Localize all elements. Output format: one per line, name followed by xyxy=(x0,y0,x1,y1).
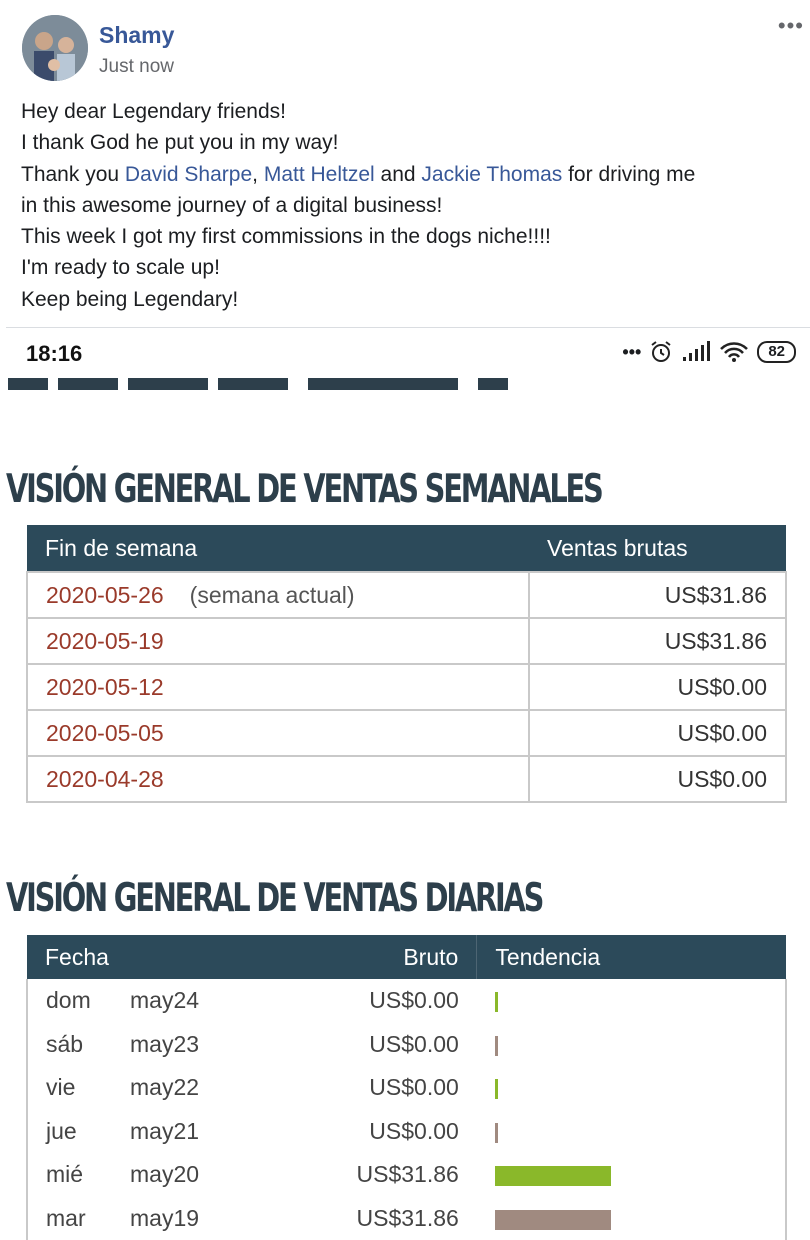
post-body xyxy=(21,96,801,315)
gross-amount: US$31.86 xyxy=(356,1161,459,1188)
week-cell xyxy=(27,618,529,664)
post-line: This week I got my first commissions in the dogs niche!!!! xyxy=(21,225,551,249)
column-header-date: Fecha xyxy=(27,935,336,979)
week-date[interactable]: 2020-05-26 xyxy=(46,581,164,608)
more-options-icon[interactable]: ••• xyxy=(777,13,804,38)
day-date: may24 xyxy=(130,987,200,1014)
trend-bar xyxy=(495,1123,498,1143)
post-timestamp[interactable]: Just now xyxy=(99,56,174,77)
table-row xyxy=(27,979,786,1023)
post-line: Keep being Legendary! xyxy=(21,287,239,311)
table-row xyxy=(27,664,786,710)
more-dots-icon: ••• xyxy=(622,341,642,362)
trend-bar xyxy=(495,1210,611,1230)
table-row xyxy=(27,572,786,618)
gross-amount: US$0.00 xyxy=(369,987,459,1014)
column-header-gross-sales: Ventas brutas xyxy=(529,525,786,572)
day-name: jue xyxy=(46,1117,77,1144)
wifi-icon xyxy=(719,341,749,363)
gross-amount: US$31.86 xyxy=(529,572,786,618)
day-date: may20 xyxy=(130,1161,200,1188)
day-name: mar xyxy=(46,1204,86,1231)
day-name: vie xyxy=(46,1074,76,1101)
author-name[interactable]: Shamy xyxy=(99,22,175,48)
day-date: may21 xyxy=(130,1117,200,1144)
battery-indicator: 82 xyxy=(757,341,796,363)
separator: and xyxy=(374,162,422,186)
divider xyxy=(6,327,810,328)
trend-cell xyxy=(477,1023,786,1067)
signal-icon xyxy=(681,341,711,363)
gross-amount: US$31.86 xyxy=(356,1204,459,1231)
trend-cell xyxy=(477,1110,786,1154)
week-cell xyxy=(27,756,529,802)
mention-link[interactable]: Jackie Thomas xyxy=(421,162,563,186)
trend-bar xyxy=(495,1079,498,1099)
week-note: (semana actual) xyxy=(189,581,355,608)
status-bar-time: 18:16 xyxy=(26,341,83,366)
gross-amount: US$0.00 xyxy=(529,710,786,756)
table-row xyxy=(27,1197,786,1240)
day-date: may22 xyxy=(130,1074,200,1101)
trend-bar xyxy=(495,1036,498,1056)
post-line: Hey dear Legendary friends! xyxy=(21,100,286,123)
separator: , xyxy=(252,162,264,186)
trend-cell xyxy=(477,979,786,1023)
post-line: I'm ready to scale up! xyxy=(21,256,220,280)
trend-cell xyxy=(477,1153,786,1197)
gross-amount: US$0.00 xyxy=(369,1117,459,1144)
table-row xyxy=(27,618,786,664)
gross-amount: US$0.00 xyxy=(529,756,786,802)
table-row xyxy=(27,756,786,802)
daily-sales-table xyxy=(26,935,787,1240)
mention-link[interactable]: David Sharpe xyxy=(124,162,253,186)
table-row xyxy=(27,1110,786,1154)
thanks-prefix: Thank you xyxy=(21,162,125,186)
status-bar-icons xyxy=(622,340,796,364)
column-header-week: Fin de semana xyxy=(27,525,529,572)
gross-amount: US$0.00 xyxy=(369,1030,459,1057)
weekly-sales-title: VISIÓN GENERAL DE VENTAS SEMANALES xyxy=(6,467,602,512)
week-date[interactable]: 2020-05-19 xyxy=(46,627,164,654)
gross-amount: US$0.00 xyxy=(529,664,786,710)
post-line: I thank God he put you in my way! xyxy=(21,131,339,155)
week-cell xyxy=(27,572,529,618)
cropped-title-remnant xyxy=(8,370,528,390)
week-date[interactable]: 2020-05-12 xyxy=(46,673,164,700)
day-name: sáb xyxy=(46,1030,84,1057)
trend-cell xyxy=(477,1197,786,1240)
table-row xyxy=(27,710,786,756)
mention-link[interactable]: Matt Heltzel xyxy=(263,162,375,186)
column-header-trend: Tendencia xyxy=(477,935,786,979)
day-name: mié xyxy=(46,1161,84,1188)
trend-bar xyxy=(495,1166,611,1186)
post-line-thanks xyxy=(21,159,801,190)
weekly-sales-table xyxy=(26,525,787,803)
trend-bar xyxy=(495,992,498,1012)
day-date: may19 xyxy=(130,1204,200,1231)
alarm-icon xyxy=(649,340,673,364)
column-header-gross: Bruto xyxy=(336,935,477,979)
gross-amount: US$31.86 xyxy=(529,618,786,664)
table-row xyxy=(27,1066,786,1110)
gross-amount: US$0.00 xyxy=(369,1074,459,1101)
trend-cell xyxy=(477,1066,786,1110)
table-row xyxy=(27,1153,786,1197)
daily-sales-title: VISIÓN GENERAL DE VENTAS DIARIAS xyxy=(6,876,543,921)
week-cell xyxy=(27,664,529,710)
avatar[interactable] xyxy=(22,15,88,81)
week-cell xyxy=(27,710,529,756)
table-row xyxy=(27,1023,786,1067)
thanks-suffix: for driving me xyxy=(562,162,696,186)
week-date[interactable]: 2020-05-05 xyxy=(46,719,164,746)
week-date[interactable]: 2020-04-28 xyxy=(46,765,164,792)
day-date: may23 xyxy=(130,1030,200,1057)
day-name: dom xyxy=(46,987,91,1014)
post-line: in this awesome journey of a digital business! xyxy=(21,193,443,217)
